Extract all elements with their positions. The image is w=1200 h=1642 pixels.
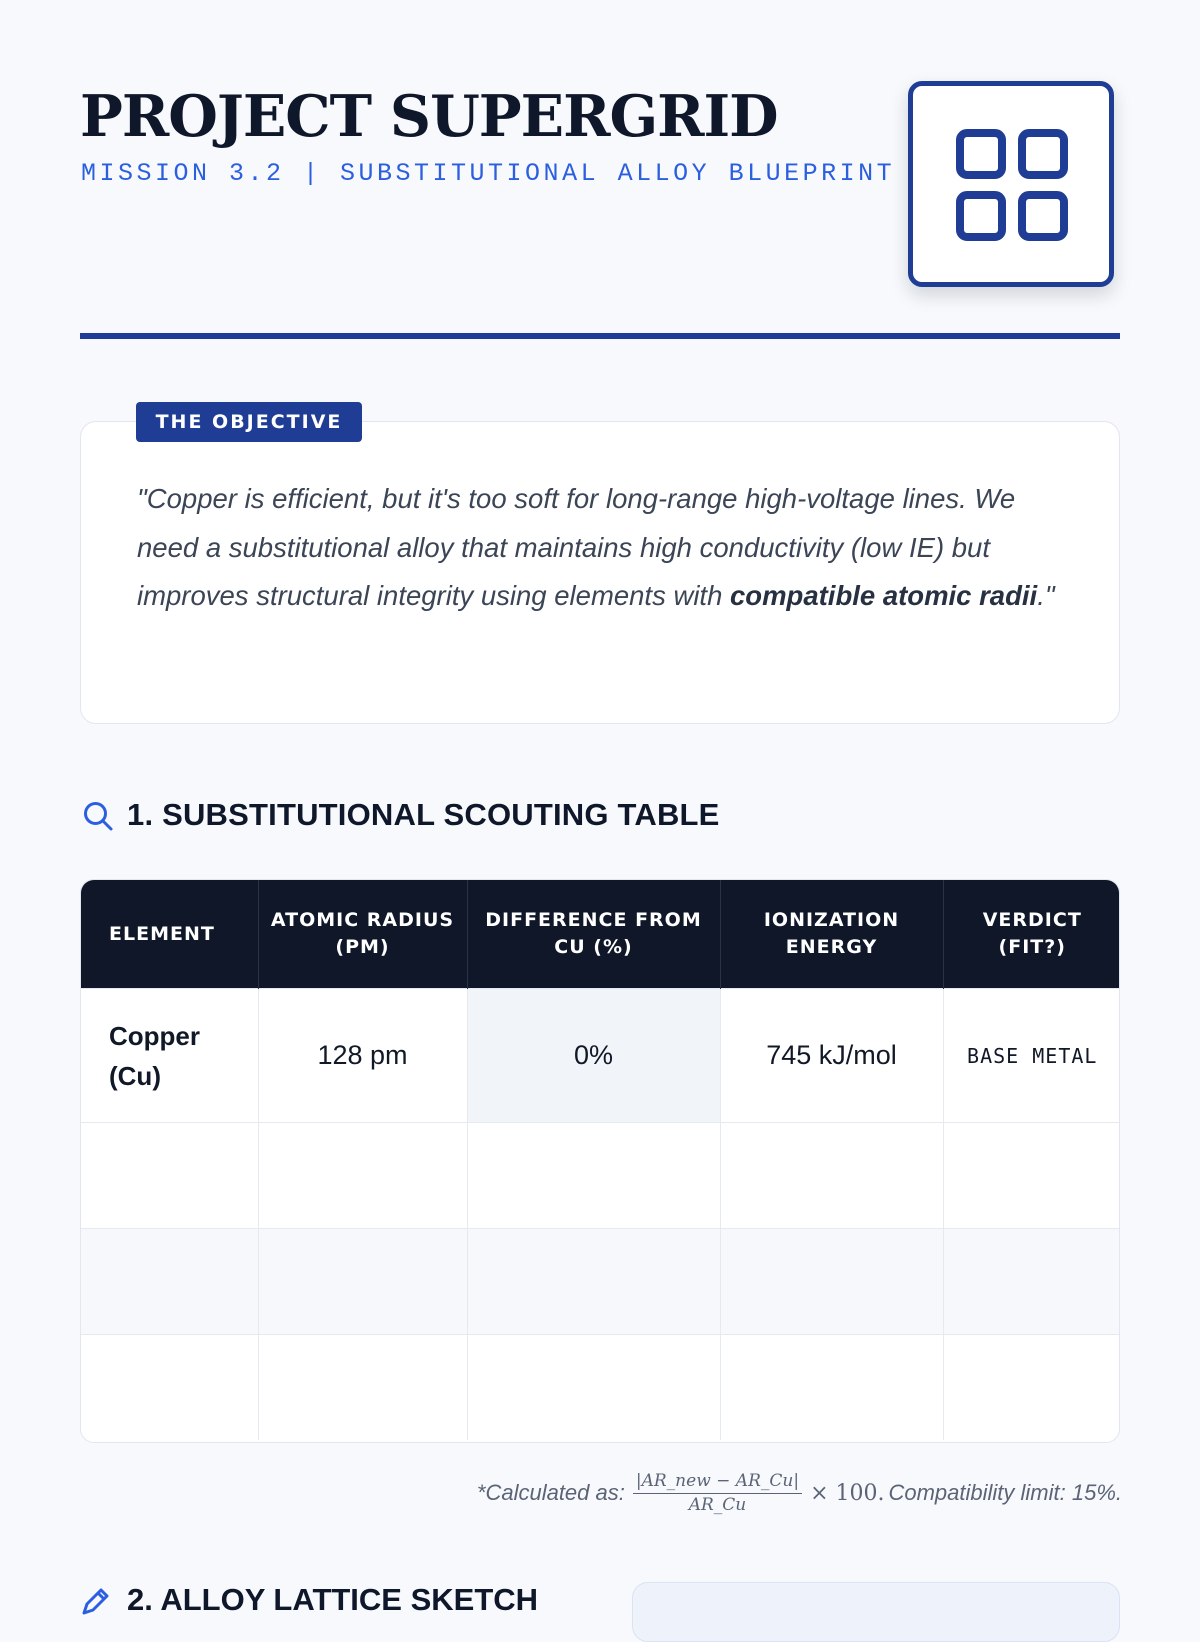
footnote-prefix: *Calculated as: [476, 1480, 625, 1505]
formula-denominator: AR_Cu [688, 1495, 747, 1515]
column-header: ATOMIC RADIUS (PM) [258, 880, 467, 989]
quote-text: "Copper is efficient, but it's too soft for long-range high-voltage lines. We need a substitutional alloy that maintains high conductivity (low IE) but improves structural integrity using elements with [137, 483, 1016, 611]
ionization-cell[interactable] [720, 1123, 943, 1229]
formula-fraction [633, 1470, 802, 1516]
ionization-cell[interactable] [720, 1335, 943, 1441]
element-cell[interactable] [81, 1229, 258, 1335]
column-header: DIFFERENCE FROM CU (%) [467, 880, 720, 989]
difference-cell: 0% [467, 989, 720, 1123]
pencil-icon [80, 1585, 112, 1617]
footnote-suffix: Compatibility limit: 15%. [888, 1480, 1122, 1505]
header-divider [80, 333, 1120, 339]
table-row [81, 1123, 1120, 1229]
calculation-footnote [477, 1470, 1122, 1516]
element-cell: Copper (Cu) [81, 989, 258, 1123]
verdict-cell[interactable] [943, 1335, 1120, 1441]
radius-cell[interactable] [258, 1335, 467, 1441]
element-cell[interactable] [81, 1335, 258, 1441]
difference-cell[interactable] [467, 1335, 720, 1441]
quote-end: ." [1037, 580, 1055, 611]
page-subtitle: MISSION 3.2 | SUBSTITUTIONAL ALLOY BLUEPRINT [81, 159, 896, 188]
table-row [81, 989, 1120, 1123]
difference-cell[interactable] [467, 1229, 720, 1335]
table-header-row [81, 880, 1120, 989]
logo-badge [908, 81, 1114, 287]
radius-cell[interactable] [258, 1229, 467, 1335]
quote-emphasis: compatible atomic radii [730, 580, 1038, 611]
ionization-cell: 745 kJ/mol [720, 989, 943, 1123]
scouting-table [80, 879, 1120, 1443]
formula-numerator: |AR_new − AR_Cu| [633, 1470, 802, 1494]
column-header: IONIZATION ENERGY [720, 880, 943, 989]
element-cell[interactable] [81, 1123, 258, 1229]
page-title: PROJECT SUPERGRID [80, 83, 778, 150]
column-header: VERDICT (FIT?) [943, 880, 1120, 989]
table-row [81, 1229, 1120, 1335]
table-row [81, 1335, 1120, 1441]
objective-tag: THE OBJECTIVE [136, 402, 362, 442]
radius-cell: 128 pm [258, 989, 467, 1123]
objective-quote [137, 475, 1067, 621]
section-title-lattice: 2. ALLOY LATTICE SKETCH [127, 1582, 539, 1617]
formula-multiplier: × 100. [810, 1480, 885, 1506]
ionization-cell[interactable] [720, 1229, 943, 1335]
verdict-cell[interactable] [943, 1123, 1120, 1229]
section-title-scouting: 1. SUBSTITUTIONAL SCOUTING TABLE [127, 797, 720, 832]
search-icon [82, 800, 114, 832]
verdict-cell[interactable] [943, 1229, 1120, 1335]
column-header: ELEMENT [81, 880, 258, 989]
difference-cell[interactable] [467, 1123, 720, 1229]
verdict-cell: BASE METAL [943, 989, 1120, 1123]
grid-icon [956, 129, 1068, 241]
radius-cell[interactable] [258, 1123, 467, 1229]
lattice-panel [632, 1582, 1120, 1642]
